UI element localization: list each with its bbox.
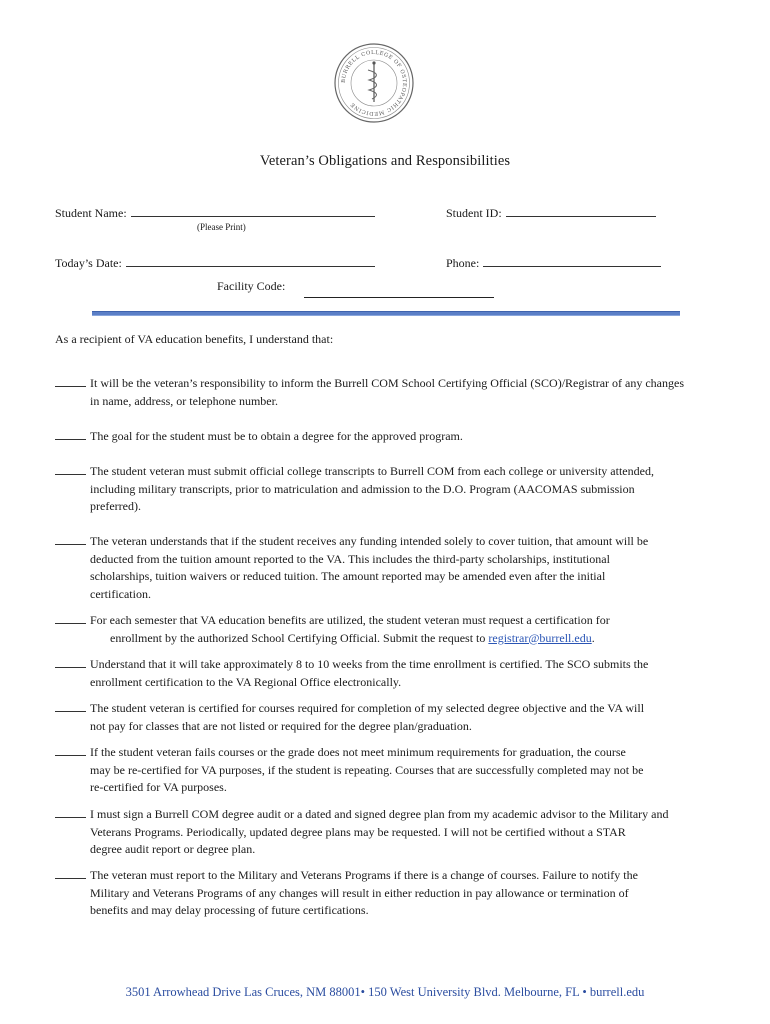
initial-blank[interactable] (55, 868, 86, 879)
obligation-item-9: I must sign a Burrell COM degree audit or a dated and signed degree plan from my academic advisor to the Military and Veterans Programs. Periodically, updated degree plans may be requested. I will not be certified without a STAR degree audit report or degree plan. (55, 806, 725, 859)
initial-blank[interactable] (55, 534, 86, 545)
todays-date-blank[interactable] (126, 255, 375, 267)
initial-blank[interactable] (55, 657, 86, 668)
obligation-item-6: Understand that it will take approximately 8 to 10 weeks from the time enrollment is certified. The SCO submits the enrollment certification to the VA Regional Office electronically. (55, 656, 725, 691)
phone-field (446, 255, 661, 271)
obligation-item-5: For each semester that VA education benefits are utilized, the student veteran must request a certification for enrollment by the authorized School Certifying Official. Submit the request to registrar@burrell.edu. (55, 612, 725, 647)
obligation-item-10: The veteran must report to the Military and Veterans Programs if there is a change of courses. Failure to notify the Military and Veterans Programs of any changes will result in either reduction in pay allowance or termination of benefits and may delay processing of future certifications. (55, 867, 725, 920)
initial-blank[interactable] (55, 429, 86, 440)
registrar-email-link[interactable]: registrar@burrell.edu (488, 630, 592, 645)
student-name-field (55, 205, 375, 221)
student-name-label: Student Name: (55, 206, 127, 220)
initial-blank[interactable] (55, 745, 86, 756)
obligation-item-4: The veteran understands that if the student receives any funding intended solely to cover tuition, that amount will be deducted from the tuition amount reported to the VA. This includes the third-party scholarships, institutional scholarships, tuition waivers or reduced tuition. The amount reported may be amended even after the initial certification. (55, 533, 725, 603)
college-seal-logo (333, 42, 415, 124)
facility-code-blank[interactable] (304, 297, 494, 298)
initial-blank[interactable] (55, 376, 86, 387)
obligation-item-1: It will be the veteran’s responsibility to inform the Burrell COM School Certifying Official (SCO)/Registrar of any changes in name, address, or telephone number. (55, 375, 725, 410)
footer-address: 3501 Arrowhead Drive Las Cruces, NM 88001• 150 West University Blvd. Melbourne, FL • burrell.edu (125, 985, 645, 999)
divider-rule (92, 311, 680, 316)
phone-blank[interactable] (483, 255, 661, 267)
student-id-blank[interactable] (506, 205, 656, 217)
initial-blank[interactable] (55, 701, 86, 712)
obligation-item-7: The student veteran is certified for courses required for completion of my selected degree objective and the VA will not pay for classes that are not listed or required for the degree plan/graduation. (55, 700, 725, 735)
initial-blank[interactable] (55, 613, 86, 624)
please-print-note: (Please Print) (197, 222, 246, 232)
student-name-blank[interactable] (131, 205, 375, 217)
initial-blank[interactable] (55, 464, 86, 475)
facility-code-label: Facility Code: (217, 279, 286, 293)
todays-date-label: Today’s Date: (55, 256, 122, 270)
obligation-item-2: The goal for the student must be to obtain a degree for the approved program. (55, 428, 725, 446)
document-title: Veteran’s Obligations and Responsibilities (259, 153, 511, 169)
student-id-label: Student ID: (446, 206, 502, 220)
intro-statement: As a recipient of VA education benefits, I understand that: (55, 332, 334, 346)
phone-label: Phone: (446, 256, 480, 270)
student-id-field (446, 205, 656, 221)
seal-ring-text: BURRELL COLLEGE OF OSTEOPATHIC MEDICINE (340, 49, 408, 117)
obligation-item-8: If the student veteran fails courses or the grade does not meet minimum requirements for graduation, the course may be re-certified for VA purposes, if the student is repeating. Courses that are successfully completed may not be re-certified for VA purposes. (55, 744, 725, 797)
obligation-item-3: The student veteran must submit official college transcripts to Burrell COM from each college or university attended, including military transcripts, prior to matriculation and admission to the D.O. Program (AACOMAS submission preferred). (55, 463, 725, 516)
initial-blank[interactable] (55, 807, 86, 818)
todays-date-field (55, 255, 375, 271)
